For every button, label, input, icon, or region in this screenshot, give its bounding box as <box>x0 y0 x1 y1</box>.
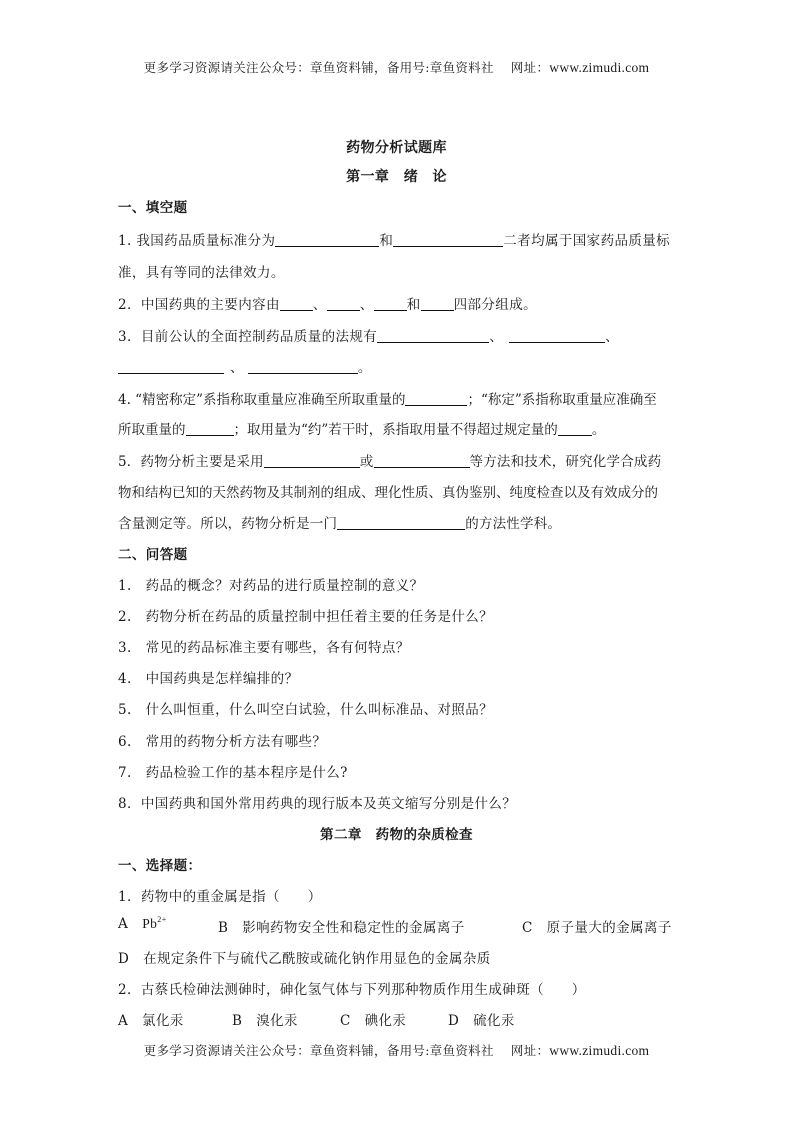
mc1-option-a-letter: A <box>118 916 129 932</box>
fill-q1-line1 <box>118 229 678 249</box>
q5-text-b: 或 <box>359 454 374 470</box>
header-text: 更多学习资源请关注公众号：章鱼资料铺，备用号:章鱼资料社 <box>143 60 494 75</box>
qa-question-5: 5. 什么叫恒重，什么叫空白试验，什么叫标准品、对照品？ <box>118 702 494 718</box>
qa-heading: 二、问答题 <box>118 547 188 563</box>
mc1-option-b: B 影响药物安全性和稳定性的金属离子 <box>218 920 465 936</box>
page-header <box>0 58 793 76</box>
q2-text-a: 2．中国药典的主要内容由 <box>118 297 280 313</box>
q5-text-c: 等方法和技术，研究化学合成药 <box>469 454 662 470</box>
qa-question-3: 3. 常见的药品标准主要有哪些，各有何特点？ <box>118 640 410 656</box>
q4-text-end: 。 <box>591 422 606 438</box>
q5-text-a: 5．药物分析主要是采用 <box>118 454 264 470</box>
q2-text-end: 四部分组成。 <box>453 297 538 313</box>
fill-q3-line2 <box>118 356 678 376</box>
q4-blank-1[interactable] <box>405 391 467 406</box>
document-title: 药物分析试题库 <box>346 140 447 156</box>
q3-blank-1[interactable] <box>377 328 489 343</box>
q4-text-b: ；“称定”系指称取重量应准确至 <box>467 392 657 408</box>
header-url-link[interactable]: www.zimudi.com <box>549 60 650 75</box>
mc-question-1: 1．药物中的重金属是指（ ） <box>118 889 322 905</box>
header-url-label: 网址： <box>510 60 550 75</box>
q3-sep-1: 、 <box>489 329 504 345</box>
q5-text-f: 的方法性学科。 <box>465 516 562 532</box>
q2-blank-2[interactable] <box>327 296 360 311</box>
q4-blank-2[interactable] <box>186 421 234 436</box>
fill-blank-heading: 一、填空题 <box>118 200 188 216</box>
qa-question-1: 1. 药品的概念？对药品的进行质量控制的意义？ <box>118 578 424 594</box>
q1-text-a: 1. 我国药品质量标准分为 <box>118 233 276 249</box>
mc1-option-d: D 在规定条件下与硫代乙酰胺或硫化钠作用显色的金属杂质 <box>118 951 491 967</box>
footer-url-label: 网址： <box>510 1043 550 1058</box>
q3-text-end: 。 <box>357 360 372 376</box>
mc1-options-row <box>118 915 698 936</box>
q4-text-d: ；取用量为“约”若干时，系指取用量不得超过规定量的 <box>233 422 558 438</box>
chapter1-title: 第一章 绪 论 <box>346 169 447 185</box>
q4-text-c: 所取重量的 <box>118 422 186 438</box>
q3-blank-4[interactable] <box>248 359 358 374</box>
footer-text: 更多学习资源请关注公众号：章鱼资料铺，备用号:章鱼资料社 <box>143 1043 494 1058</box>
fill-q1-line2: 准，具有等同的法律效力。 <box>118 265 285 281</box>
fill-q4-line2 <box>118 418 678 438</box>
mc2-option-b: B 溴化汞 <box>232 1013 298 1029</box>
qa-question-4: 4. 中国药典是怎样编排的？ <box>118 671 299 687</box>
superscript-charge: 2+ <box>157 915 167 924</box>
qa-question-6: 6. 常用的药物分析方法有哪些？ <box>118 734 327 750</box>
q2-sep-2: 、 <box>359 297 374 313</box>
qa-question-8: 8．中国药典和国外常用药典的现行版本及英文缩写分别是什么？ <box>118 796 517 812</box>
fill-q4-line1 <box>118 388 678 408</box>
q4-blank-3[interactable] <box>558 421 592 436</box>
q3-blank-2[interactable] <box>509 328 605 343</box>
q1-text-b: 和 <box>379 233 394 249</box>
fill-q5-line1 <box>118 450 678 470</box>
q5-blank-2[interactable] <box>374 453 470 468</box>
q1-text-c: 二者均属于国家药品质量标 <box>503 233 671 249</box>
fill-q3-line1 <box>118 325 678 345</box>
fill-q2 <box>118 293 678 313</box>
fill-q5-line3 <box>118 512 678 532</box>
qa-question-2: 2. 药物分析在药品的质量控制中担任着主要的任务是什么？ <box>118 609 494 625</box>
mc1-option-a-text: $Pb^{2+}$ <box>142 915 167 931</box>
fill-q5-line2: 物和结构已知的天然药物及其制剂的组成、理化性质、真伪鉴别、纯度检查以及有效成分的 <box>118 485 658 501</box>
chapter2-title: 第二章 药物的杂质检查 <box>320 827 473 843</box>
q5-text-e: 含量测定等。所以，药物分析是一门 <box>118 516 338 532</box>
mc1-option-c: C 原子量大的金属离子 <box>522 920 672 936</box>
q2-blank-4[interactable] <box>421 296 454 311</box>
mc2-option-d: D 硫化汞 <box>448 1013 515 1029</box>
q3-blank-3[interactable] <box>118 359 224 374</box>
mc2-option-a: A 氯化汞 <box>118 1013 184 1029</box>
q3-sep-2: 、 <box>605 329 620 345</box>
q2-and: 和 <box>406 297 421 313</box>
page-footer <box>0 1041 793 1059</box>
footer-url-link[interactable]: www.zimudi.com <box>549 1043 650 1058</box>
q1-blank-1[interactable] <box>275 232 379 247</box>
q2-blank-1[interactable] <box>280 296 313 311</box>
mc-question-2: 2．古蔡氏检砷法测砷时，砷化氢气体与下列那种物质作用生成砷斑（ ） <box>118 982 586 998</box>
q3-sep-3: 、 <box>230 360 244 376</box>
q5-blank-1[interactable] <box>264 453 360 468</box>
q4-text-a: 4. “精密称定”系指称取重量应准确至所取重量的 <box>118 392 406 408</box>
q3-text-a: 3．目前公认的全面控制药品质量的法规有 <box>118 329 378 345</box>
q5-blank-3[interactable] <box>337 515 465 530</box>
q2-sep-1: 、 <box>312 297 327 313</box>
q1-blank-2[interactable] <box>393 232 503 247</box>
qa-question-7: 7. 药品检验工作的基本程序是什么? <box>118 765 348 781</box>
q2-blank-3[interactable] <box>374 296 407 311</box>
mc2-option-c: C 碘化汞 <box>340 1013 407 1029</box>
choice-heading: 一、选择题： <box>118 858 202 874</box>
